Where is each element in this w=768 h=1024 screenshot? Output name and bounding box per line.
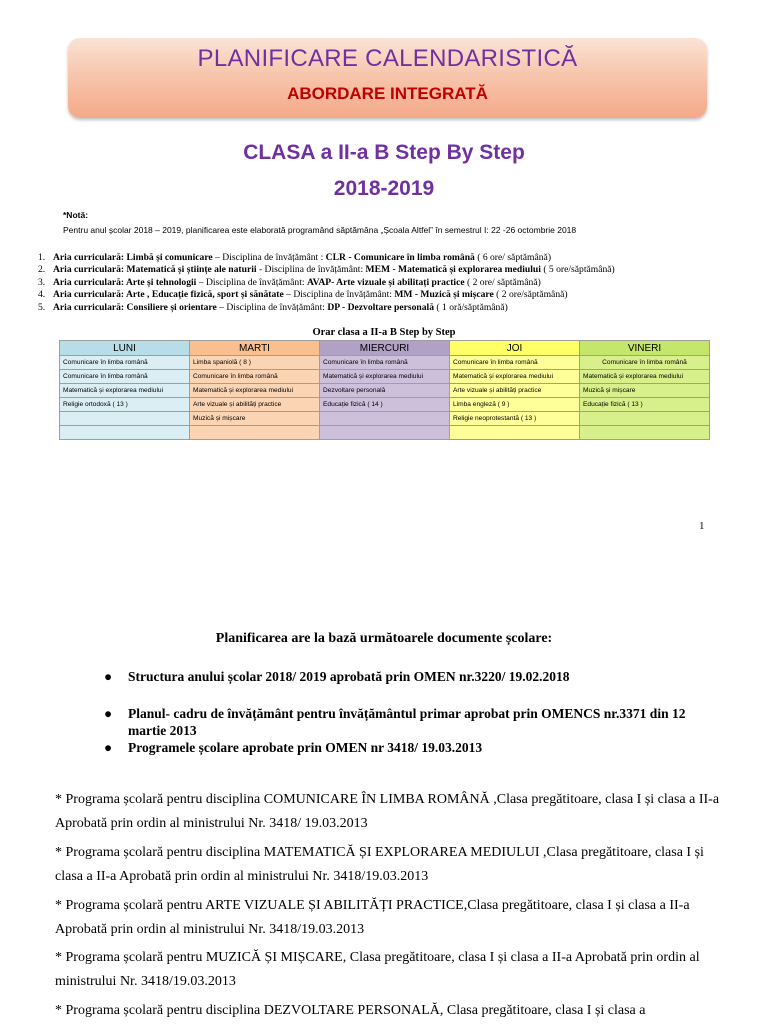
table-cell: Comunicare în limba română	[580, 356, 710, 370]
table-cell: Comunicare în limba română	[320, 356, 450, 370]
program-paragraph: * Programa școlară pentru disciplina COMUNICARE ÎN LIMBA ROMÂNĂ ,Clasa pregătitoare, clasa I și clasa a II-a Aprobată prin ordin al ministrului Nr. 3418/ 19.03.2013	[55, 792, 720, 831]
column-header-joi: JOI	[450, 341, 580, 356]
list-item: 4. Aria curriculară: Arte , Educație fizică, sport și sănătate – Disciplina de învățământ: MM - Muzică și mișcare ( 2 ore/săptămână)	[38, 289, 568, 301]
table-cell	[580, 426, 710, 440]
column-header-vineri: VINERI	[580, 341, 710, 356]
list-item: 3. Aria curriculară: Arte și tehnologii – Disciplina de învățământ: AVAP- Arte vizuale și abilitați practice ( 2 ore/ săptămână)	[38, 276, 541, 288]
table-cell	[60, 426, 190, 440]
table-cell	[320, 412, 450, 426]
table-row	[60, 398, 710, 412]
title-banner	[68, 38, 707, 118]
table-row	[60, 426, 710, 440]
table-cell	[580, 412, 710, 426]
page-title: PLANIFICARE CALENDARISTICĂ	[197, 45, 578, 72]
table-cell: Limba engleză ( 9 )	[450, 398, 580, 412]
table-cell: Comunicare în limba română	[60, 356, 190, 370]
timetable-title: Orar clasa a II-a B Step by Step	[312, 327, 456, 338]
table-cell: Matematică și explorarea mediului	[190, 384, 320, 398]
table-cell: Matematică și explorarea mediului	[580, 370, 710, 384]
bullet-icon: ●	[104, 740, 113, 755]
curricular-areas-list	[38, 252, 738, 314]
list-item: 5. Aria curriculară: Consiliere și orientare – Disciplina de învățământ: DP - Dezvoltare personală ( 1 oră/săptămână)	[38, 301, 508, 313]
note-text: Pentru anul școlar 2018 – 2019, planificarea este elaborată programând săptămâna „Școala Altfel” în semestrul I: 22 -26 octombrie 2018	[63, 225, 577, 235]
table-row	[60, 384, 710, 398]
program-paragraph: * Programa școlară pentru MUZICĂ ȘI MIȘCARE, Clasa pregătitoare, clasa I și clasa a II-a Aprobată prin ordin al ministrului Nr. 3418/19.03.2013	[55, 950, 700, 989]
note-label: *Notă:	[63, 210, 89, 220]
table-cell: Religie neoprotestantă ( 13 )	[450, 412, 580, 426]
list-item: 1. Aria curriculară: Limbă și comunicare – Disciplina de învățământ : CLR - Comunicare în limba română ( 6 ore/ săptămână)	[38, 252, 552, 263]
column-header-luni: LUNI	[60, 341, 190, 356]
table-row	[60, 356, 710, 370]
column-header-marti: MARTI	[190, 341, 320, 356]
table-cell	[190, 426, 320, 440]
page-number: 1	[699, 520, 705, 532]
list-item: 2. Aria curriculară: Matematică și științe ale naturii - Disciplina de învățământ: MEM - Matematică și explorarea mediului ( 5 ore/săptămână)	[38, 264, 615, 276]
table-cell: Matematică și explorarea mediului	[450, 370, 580, 384]
program-paragraph: * Programa școlară pentru disciplina DEZVOLTARE PERSONALĂ, Clasa pregătitoare, clasa I și clasa a	[55, 1003, 646, 1018]
bullet-icon: ●	[104, 706, 113, 721]
list-item: ● Planul- cadru de învățământ pentru învățământul primar aprobat prin OMENCS nr.3371 din 12 martie 2013	[104, 706, 686, 738]
table-header-row	[60, 341, 710, 356]
table-cell	[450, 426, 580, 440]
table-cell: Educație fizică ( 14 )	[320, 398, 450, 412]
program-paragraph: * Programa școlară pentru ARTE VIZUALE ȘI ABILITĂȚI PRACTICE,Clasa pregătitoare, clasa I și clasa a II-a Aprobată prin ordin al ministrului Nr. 3418/19.03.2013	[55, 898, 690, 937]
table-cell: Dezvoltare personală	[320, 384, 450, 398]
table-cell: Religie ortodoxă ( 13 )	[60, 398, 190, 412]
table-cell: Matematică și explorarea mediului	[320, 370, 450, 384]
table-cell: Comunicare în limba română	[190, 370, 320, 384]
table-cell: Arte vizuale și abilități practice	[450, 384, 580, 398]
table-cell: Comunicare în limba română	[450, 356, 580, 370]
bullet-icon: ●	[104, 669, 113, 684]
table-cell: Matematică și explorarea mediului	[60, 384, 190, 398]
program-paragraph: * Programa școlară pentru disciplina MATEMATICĂ ȘI EXPLORAREA MEDIULUI ,Clasa pregătitoare, clasa I și clasa a II-a Aprobată prin ordin al ministrului Nr. 3418/19.03.2013	[55, 845, 704, 884]
table-cell	[60, 412, 190, 426]
table-row	[60, 370, 710, 384]
list-item: ● Structura anului școlar 2018/ 2019 aprobată prin OMEN nr.3220/ 19.02.2018	[104, 669, 570, 684]
table-cell: Educație fizică ( 13 )	[580, 398, 710, 412]
table-row	[60, 412, 710, 426]
table-cell: Muzică și mișcare	[190, 412, 320, 426]
column-header-miercuri: MIERCURI	[320, 341, 450, 356]
table-cell: Arte vizuale și abilități practice	[190, 398, 320, 412]
timetable	[59, 340, 710, 440]
table-cell: Comunicare în limba română	[60, 370, 190, 384]
school-year: 2018-2019	[333, 177, 435, 200]
documents-heading: Planificarea are la bază următoarele documente școlare:	[215, 631, 553, 646]
page-subtitle: ABORDARE INTEGRATĂ	[287, 84, 488, 103]
table-cell: Limba spaniolă ( 8 )	[190, 356, 320, 370]
table-cell: Muzică și mișcare	[580, 384, 710, 398]
class-heading: CLASA a II-a B Step By Step	[243, 141, 525, 164]
table-cell	[320, 426, 450, 440]
list-item: ● Programele școlare aprobate prin OMEN nr 3418/ 19.03.2013	[104, 740, 483, 755]
